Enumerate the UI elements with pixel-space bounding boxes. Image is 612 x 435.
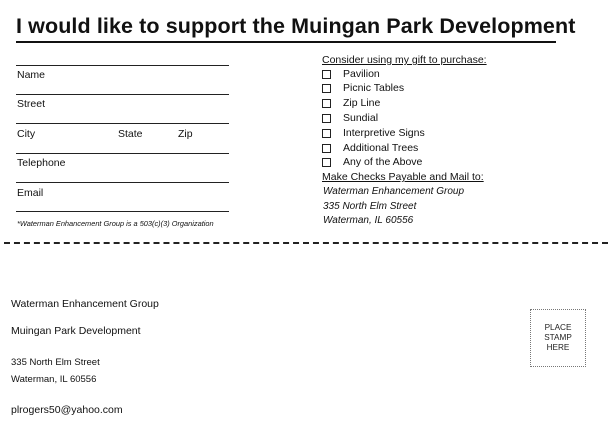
state-label: State (118, 128, 143, 140)
mailing-org: Waterman Enhancement Group (11, 298, 159, 310)
checkbox-picnic-tables[interactable] (322, 84, 331, 93)
perforation-dashed-line (4, 242, 608, 244)
email-label: Email (17, 187, 44, 199)
payable-address (323, 185, 464, 229)
option-label-picnic-tables: Picnic Tables (343, 82, 405, 94)
city-label: City (17, 128, 36, 140)
page-title: I would like to support the Muingan Park Development (16, 14, 576, 38)
street-line[interactable] (16, 123, 229, 124)
option-label-additional-trees: Additional Trees (343, 142, 419, 154)
option-label-sundial: Sundial (343, 112, 379, 124)
stamp-placeholder (530, 309, 586, 367)
stamp-line-3: HERE (546, 343, 570, 352)
tax-status-footnote: *Waterman Enhancement Group is a 503(c)(3) Organization (17, 219, 214, 228)
stamp-line-1: PLACE (544, 323, 572, 332)
option-label-interpretive-signs: Interpretive Signs (343, 127, 425, 139)
payable-city: Waterman, IL 60556 (323, 215, 414, 226)
stamp-line-2: STAMP (544, 333, 572, 342)
stamp-text (536, 323, 580, 353)
zip-label: Zip (178, 128, 193, 140)
mailing-city: Waterman, IL 60556 (11, 374, 97, 385)
checkbox-any-of-the-above[interactable] (322, 158, 331, 167)
checkbox-sundial[interactable] (322, 114, 331, 123)
checkbox-pavilion[interactable] (322, 70, 331, 79)
mailing-email: plrogers50@yahoo.com (11, 404, 123, 416)
city-state-zip-line[interactable] (16, 153, 229, 154)
checkbox-zip-line[interactable] (322, 99, 331, 108)
option-label-zip-line: Zip Line (343, 97, 381, 109)
title-underline (16, 41, 556, 43)
payable-heading: Make Checks Payable and Mail to: (322, 171, 484, 183)
name-line[interactable] (16, 94, 229, 95)
checkbox-interpretive-signs[interactable] (322, 129, 331, 138)
mailing-project: Muingan Park Development (11, 325, 141, 337)
gift-heading: Consider using my gift to purchase: (322, 54, 487, 66)
street-label: Street (17, 98, 46, 110)
option-label-pavilion: Pavilion (343, 68, 380, 80)
payable-street: 335 North Elm Street (323, 200, 417, 212)
checkbox-additional-trees[interactable] (322, 144, 331, 153)
name-label: Name (17, 69, 46, 81)
option-label-any-of-the-above: Any of the Above (343, 156, 423, 168)
telephone-label: Telephone (17, 157, 66, 169)
payable-org: Waterman Enhancement Group (323, 186, 465, 197)
email-line[interactable] (16, 211, 229, 212)
mailing-street: 335 North Elm Street (11, 357, 100, 368)
top-rule (16, 65, 229, 66)
telephone-line[interactable] (16, 182, 229, 183)
